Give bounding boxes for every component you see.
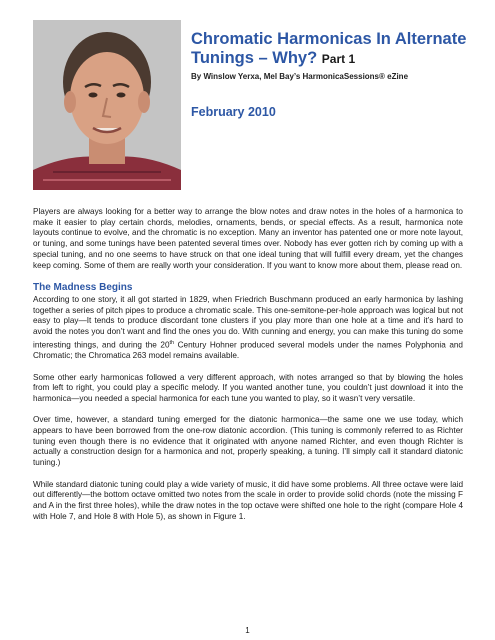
- body-paragraph-4: While standard diatonic tuning could play a wide variety of music, it did have some problems. All three octave were laid out differently—the bottom octave omitted two notes from the scale in order to provide solid chords (note the missing F and A in the first three holes), while the draw notes in the top octave were shifted one hole to the right (compare Hole 4 with Hole 7, and Hole 8 with Hole 5), as shown in Figure 1.: [33, 479, 463, 521]
- article-body: [33, 207, 463, 533]
- section-heading: The Madness Begins: [33, 281, 133, 293]
- author-photo: [33, 20, 181, 190]
- paragraph-1-text-b: Century Hohner produced several models under the names Polyphonia and Chromatic; the Chromatica 263 model remains available.: [33, 340, 463, 361]
- page-number: 1: [245, 626, 250, 635]
- article-title: [191, 30, 481, 69]
- paragraph-1-text-a: According to one story, it all got started in 1829, when Friedrich Buschmann produced an early harmonica by lashing together a series of pitch pipes to produce a chromatic scale. This one-semitone-per-hole approach was logical but not easy to play—It tends to produce discordant tone clusters if you play more than one hole at a time and it’s hard to avoid the notes you don’t want and find the ones you do. With cunning and energy, you can make this tuning do some interesting things, and during the 20: [33, 294, 463, 350]
- title-part: Part 1: [321, 52, 356, 66]
- superscript-th: th: [169, 339, 175, 346]
- body-paragraph-3: Over time, however, a standard tuning emerged for the diatonic harmonica—the same one we use today, which appears to have been borrowed from the one-row diatonic accordion. (This tuning is commonly referred to as Richter tuning even though there is no evidence that it originated with anyone named Richter, and even though Richter is actually a construction design for a harmonica and not, properly speaking, a tuning. I’ll simply call it standard diatonic tuning.): [33, 415, 463, 468]
- author-portrait-icon: [33, 20, 181, 190]
- title-text: Chromatic Harmonicas In Alternate Tunings – Why?: [191, 30, 467, 67]
- byline: By Winslow Yerxa, Mel Bay’s HarmonicaSessions® eZine: [191, 72, 409, 81]
- body-paragraph-1: [33, 295, 463, 362]
- intro-paragraph: Players are always looking for a better way to arrange the blow notes and draw notes in the holes of a harmonica to make it easier to play certain chords, melodies, ornaments, bends, or special effects. As a result, harmonica note layouts continue to evolve, and the chromatic is no exception. Many an inventor has patented one or more note layout, or tuning, and some tunings have been patented several times over. Nobody has ever gotten rich by coming up with a special tuning, and no one seems to have struck on that one ideal tuning that will fulfill every dream, yet the changes keep coming. Some of them are really worth your consideration. If you want to know more about them, please read on.: [33, 207, 463, 270]
- issue-date: February 2010: [191, 105, 276, 119]
- body-paragraph-2: Some other early harmonicas followed a very different approach, with notes arranged so that by blowing the holes from left to right, you could play a specific melody. If you wanted another tune, you couldn’t just download it into the harmonica—you needed a special harmonica for each tune you wanted to play, so it wasn’t very versatile.: [33, 372, 463, 403]
